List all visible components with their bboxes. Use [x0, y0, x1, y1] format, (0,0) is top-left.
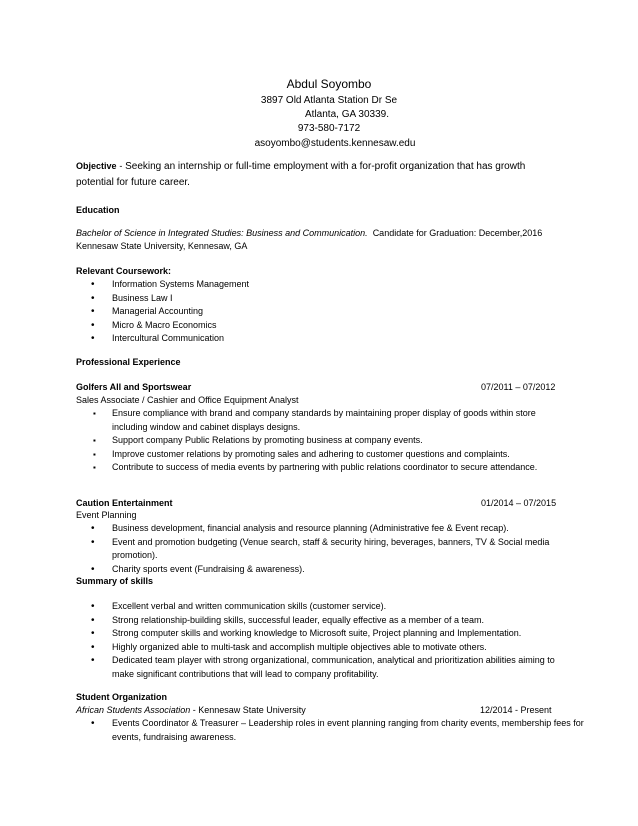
resume-name: Abdul Soyombo: [286, 77, 372, 91]
address-street: 3897 Old Atlanta Station Dr Se: [260, 95, 398, 106]
list-item: • Micro & Macro Economics: [76, 319, 576, 333]
experience-heading: Professional Experience: [76, 357, 181, 367]
job-company: Caution Entertainment: [76, 498, 173, 508]
job-title: Event Planning: [76, 510, 137, 520]
list-item: • Excellent verbal and written communication skills (customer service).: [76, 600, 566, 614]
list-item: • Managerial Accounting: [76, 305, 576, 319]
job-dates: 07/2011 – 07/2012: [481, 382, 556, 392]
objective-label: Objective: [76, 161, 117, 171]
list-item: • Dedicated team player with strong organizational, communication, analytical and prioritization abilities aiming to make significant contributions that will lead to company profitability.: [76, 654, 566, 681]
student-org-line: [76, 704, 306, 717]
org-school: - Kennesaw State University: [192, 705, 306, 715]
list-item: • Highly organized able to multi-task and accomplish multiple objectives able to motivate others.: [76, 641, 566, 655]
phone-number: 973-580-7172: [297, 123, 361, 134]
list-item: • Charity sports event (Fundraising & awareness).: [76, 563, 556, 577]
list-item: • Strong relationship-building skills, successful leader, equally effective as a member of a team.: [76, 614, 566, 628]
objective-text-2: potential for future career.: [76, 177, 190, 188]
email-address: asoyombo@students.kennesaw.edu: [254, 138, 416, 149]
student-org-list: [76, 717, 596, 744]
address-city: Atlanta, GA 30339.: [305, 109, 389, 120]
skills-list: [76, 600, 566, 681]
education-heading: Education: [76, 205, 120, 215]
list-item: • Event and promotion budgeting (Venue search, staff & security hiring, beverages, banners, TV & Social media promotion).: [76, 536, 556, 563]
student-org-heading: Student Organization: [76, 692, 167, 702]
list-item: ▪ Support company Public Relations by promoting business at company events.: [76, 434, 556, 448]
list-item: • Business Law I: [76, 292, 576, 306]
list-item: • Intercultural Communication: [76, 332, 576, 346]
org-name: African Students Association: [76, 705, 191, 715]
list-item: • Business development, financial analysis and resource planning (Administrative fee & Event recap).: [76, 522, 556, 536]
job-title: Sales Associate / Cashier and Office Equipment Analyst: [76, 395, 299, 405]
education-degree-line: [76, 227, 542, 240]
org-dates: 12/2014 - Present: [480, 705, 552, 715]
skills-heading: Summary of skills: [76, 576, 154, 586]
list-item: ▪ Improve customer relations by promoting sales and adhering to customer questions and complaints.: [76, 448, 556, 462]
list-item: • Strong computer skills and working knowledge to Microsoft suite, Project planning and Implementation.: [76, 627, 566, 641]
coursework-heading: Relevant Coursework:: [76, 266, 172, 276]
job-company: Golfers All and Sportswear: [76, 382, 192, 392]
list-item: • Information Systems Management: [76, 278, 576, 292]
list-item: ▪ Contribute to success of media events by partnering with public relations coordinator to secure attendance.: [76, 461, 556, 475]
coursework-list: [76, 278, 576, 346]
degree-name: Bachelor of Science in Integrated Studies: Business and Communication.: [76, 228, 368, 238]
objective-line-1: [76, 159, 525, 174]
graduation-date: Candidate for Graduation: December,2016: [372, 228, 543, 238]
job-duties-list: [76, 407, 556, 475]
job-dates: 01/2014 – 07/2015: [481, 498, 557, 508]
list-item: • Events Coordinator & Treasurer – Leadership roles in event planning ranging from charity events, membership fees for events, fundraising awareness.: [76, 717, 596, 744]
objective-text-1: Seeking an internship or full-time employment with a for-profit organization that has growth: [125, 161, 526, 172]
objective-separator: -: [119, 161, 123, 171]
job-duties-list: [76, 522, 556, 576]
list-item: ▪ Ensure compliance with brand and company standards by maintaining proper display of goods within store including window and cabinet displays designs.: [76, 407, 556, 434]
school-name: Kennesaw State University, Kennesaw, GA: [76, 241, 248, 251]
